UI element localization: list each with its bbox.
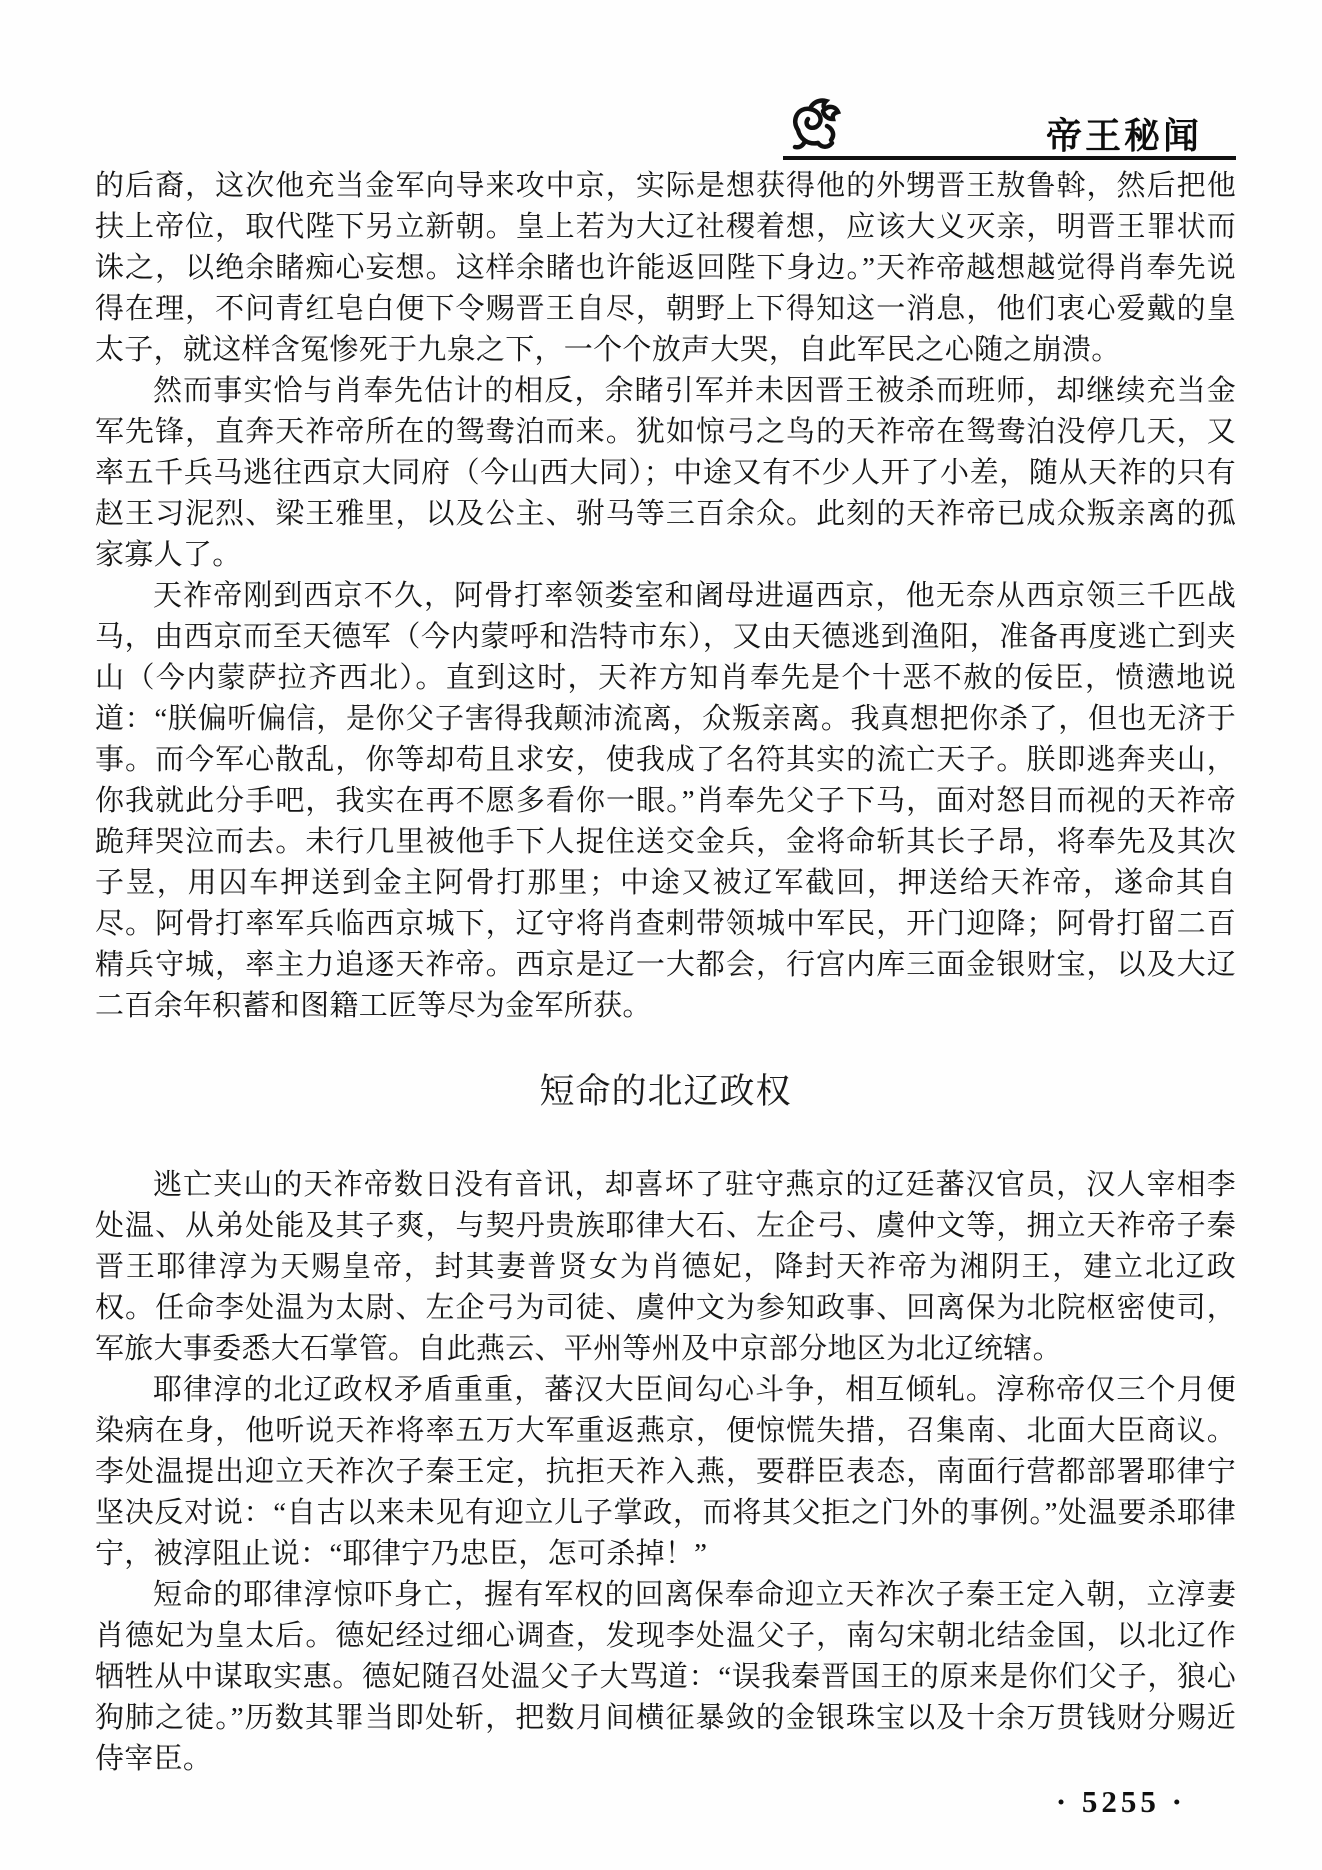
dragon-ornament-icon: [783, 92, 847, 156]
paragraph: 然而事实恰与肖奉先估计的相反，余睹引军并未因晋王被杀而班师，却继续充当金军先锋，直奔天祚帝所在的鸳鸯泊而来。犹如惊弓之鸟的天祚帝在鸳鸯泊没停几天，又率五千兵马逃往西京大同府（今山西大同）；中途又有不少人开了小差，随从天祚的只有赵王习泥烈、梁王雅里，以及公主、驸马等三百余众。此刻的天祚帝已成众叛亲离的孤家寡人了。: [95, 375, 1236, 571]
paragraph: 短命的耶律淳惊吓身亡，握有军权的回离保奉命迎立天祚次子秦王定入朝，立淳妻肖德妃为皇太后。德妃经过细心调查，发现李处温父子，南勾宋朝北结金国，以北辽作牺牲从中谋取实惠。德妃随召处温父子大骂道：“误我秦晋国王的原来是你们父子，狼心狗肺之徒。”历数其罪当即处斩，把数月间横征暴敛的金银珠宝以及十余万贯钱财分赐近侍宰臣。: [95, 1579, 1236, 1775]
running-head-title: 帝王秘闻: [1045, 115, 1202, 156]
page-number: · 5255 ·: [1055, 1784, 1186, 1819]
page-body: [95, 166, 1236, 1780]
section-heading: 短命的北辽政权: [539, 1072, 792, 1111]
paragraph: 逃亡夹山的天祚帝数日没有音讯，却喜坏了驻守燕京的辽廷蕃汉官员，汉人宰相李处温、从弟处能及其子爽，与契丹贵族耶律大石、左企弓、虞仲文等，拥立天祚帝子秦晋王耶律淳为天赐皇帝，封其妻普贤女为肖德妃，降封天祚帝为湘阴王，建立北辽政权。任命李处温为太尉、左企弓为司徒、虞仲文为参知政事、回离保为北院枢密使司，军旅大事委悉大石掌管。自此燕云、平州等州及中京部分地区为北辽统辖。: [95, 1169, 1236, 1365]
paragraph: 耶律淳的北辽政权矛盾重重，蕃汉大臣间勾心斗争，相互倾轧。淳称帝仅三个月便染病在身，他听说天祚将率五万大军重返燕京，便惊慌失措，召集南、北面大臣商议。李处温提出迎立天祚次子秦王定，抗拒天祚入燕，要群臣表态，南面行营都部署耶律宁坚决反对说：“自古以来未见有迎立儿子掌政，而将其父拒之门外的事例。”处温要杀耶律宁，被淳阻止说：“耶律宁乃忠臣，怎可杀掉！”: [95, 1374, 1236, 1570]
paragraph-continuation: 的后裔，这次他充当金军向导来攻中京，实际是想获得他的外甥晋王敖鲁斡，然后把他扶上帝位，取代陛下另立新朝。皇上若为大辽社稷着想，应该大义灭亲，明晋王罪状而诛之，以绝余睹痴心妄想。这样余睹也许能返回陛下身边。”天祚帝越想越觉得肖奉先说得在理，不问青红皂白便下令赐晋王自尽，朝野上下得知这一消息，他们衷心爱戴的皇太子，就这样含冤惨死于九泉之下，一个个放声大哭，自此军民之心随之崩溃。: [95, 170, 1236, 366]
paragraph: 天祚帝刚到西京不久，阿骨打率领娄室和阇母进逼西京，他无奈从西京领三千匹战马，由西京而至天德军（今内蒙呼和浩特市东），又由天德逃到渔阳，准备再度逃亡到夹山（今内蒙萨拉齐西北）。直到这时，天祚方知肖奉先是个十恶不赦的佞臣，愤懑地说道：“朕偏听偏信，是你父子害得我颠沛流离，众叛亲离。我真想把你杀了，但也无济于事。而今军心散乱，你等却苟且求安，使我成了名符其实的流亡天子。朕即逃奔夹山，你我就此分手吧，我实在再不愿多看你一眼。”肖奉先父子下马，面对怒目而视的天祚帝跪拜哭泣而去。未行几里被他手下人捉住送交金兵，金将命斩其长子昂，将奉先及其次子昱，用囚车押送到金主阿骨打那里；中途又被辽军截回，押送给天祚帝，遂命其自尽。阿骨打率军兵临西京城下，辽守将肖查剌带领城中军民，开门迎降；阿骨打留二百精兵守城，率主力追逐天祚帝。西京是辽一大都会，行宫内库三面金银财宝，以及大辽二百余年积蓄和图籍工匠等尽为金军所获。: [95, 580, 1236, 1022]
